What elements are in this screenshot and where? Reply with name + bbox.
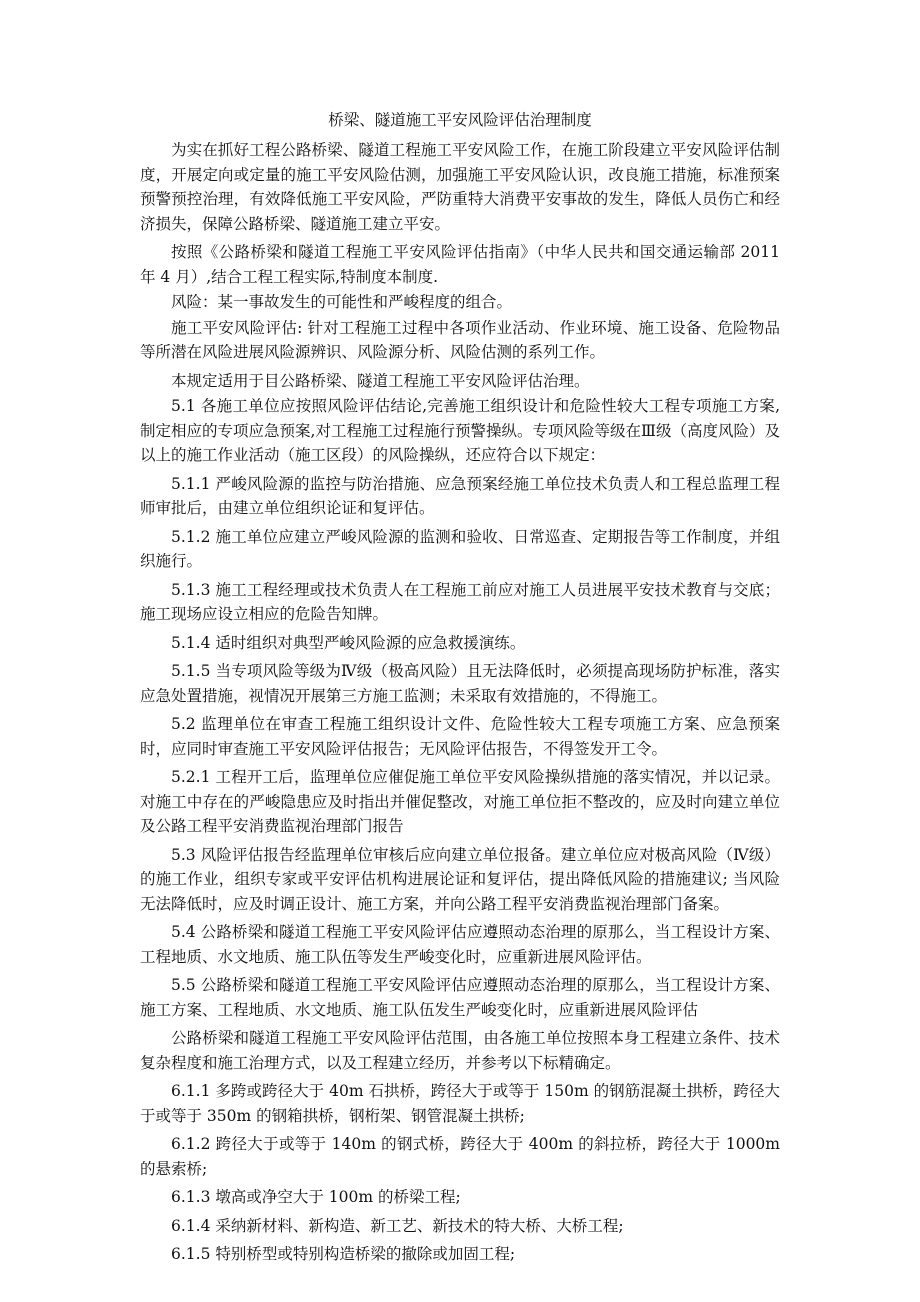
paragraph-5-3: 5.3 风险评估报告经监理单位审核后应向建立单位报备。建立单位应对极高风险（Ⅳ级）的施工作业，组织专家或平安评估机构进展论证和复评估，提出降低风险的措施建议; 当风险无法降低时，应及时调正设计、施工方案，并向公路工程平安消费监视治理部门备案。: [140, 845, 780, 913]
paragraph-6-1-1: 6.1.1 多跨或跨径大于 40m 石拱桥，跨径大于或等于 150m 的钢筋混凝土拱桥，跨径大于或等于 350m 的钢箱拱桥，钢桁架、钢管混凝土拱桥;: [140, 1082, 780, 1125]
paragraph-scope: 本规定适用于目公路桥梁、隧道工程施工平安风险评估治理。: [171, 371, 590, 390]
paragraph-5-2-1: 5.2.1 工程开工后，监理单位应催促施工单位平安风险操纵措施的落实情况，并以记录。对施工中存在的严峻隐患应及时指出并催促整改，对施工单位拒不整改的，应及时向建立单位及公路工程平安消费监视治理部门报告: [140, 768, 780, 835]
paragraph-intro: 为实在抓好工程公路桥梁、隧道工程施工平安风险工作，在施工阶段建立平安风险评估制度，开展定向或定量的施工平安风险估测，加强施工平安风险认识，改良施工措施，标准预案预警预控治理，有效降低施工平安风险，严防重特大消费平安事故的发生，降低人员伤亡和经济损失，保障公路桥梁、隧道施工建立平安。: [140, 141, 780, 233]
paragraph-5-1-5: 5.1.5 当专项风险等级为Ⅳ级（极高风险）且无法降低时，必须提高现场防护标准，落实应急处置措施，视情况开展第三方施工监测；未采取有效措施的，不得施工。: [140, 662, 780, 705]
paragraph-6-1-5: 6.1.5 特别桥型或特别构造桥梁的撤除或加固工程;: [171, 1245, 516, 1263]
paragraph-risk-definition: 风险：某一事故发生的可能性和严峻程度的组合。: [171, 293, 513, 311]
document-title: 桥梁、隧道施工平安风险评估治理制度: [328, 111, 592, 129]
paragraph-6-1-4: 6.1.4 采纳新材料、新构造、新工艺、新技术的特大桥、大桥工程;: [171, 1216, 624, 1235]
paragraph-6-1-3: 6.1.3 墩高或净空大于 100m 的桥梁工程;: [171, 1188, 461, 1206]
paragraph-6-1-2: 6.1.2 跨径大于或等于 140m 的钢式桥，跨径大于 400m 的斜拉桥，跨径大于 1000m 的悬索桥;: [140, 1135, 780, 1178]
paragraph-5-1-2: 5.1.2 施工单位应建立严峻风险源的监测和验收、日常巡查、定期报告等工作制度，并组织施行。: [140, 527, 780, 570]
paragraph-5-4: 5.4 公路桥梁和隧道工程施工平安风险评估应遵照动态治理的原那么，当工程设计方案、工程地质、水文地质、施工队伍等发生严峻变化时，应重新进展风险评估。: [140, 923, 780, 966]
paragraph-5-1-1: 5.1.1 严峻风险源的监控与防治措施、应急预案经施工单位技术负责人和工程总监理工程师审批后，由建立单位组织论证和复评估。: [140, 474, 780, 517]
paragraph-5-1-3: 5.1.3 施工工程经理或技术负责人在工程施工前应对施工人员进展平安技术教育与交底；施工现场应设立相应的危险告知牌。: [140, 580, 780, 623]
paragraph-basis: 按照《公路桥梁和隧道工程施工平安风险评估指南》（中华人民共和国交通运输部 2011年 4 月）,结合工程工程实际,特制度本制度.: [140, 243, 780, 286]
paragraph-5-5: 5.5 公路桥梁和隧道工程施工平安风险评估应遵照动态治理的原那么，当工程设计方案、施工方案、工程地质、水文地质、施工队伍发生严峻变化时，应重新进展风险评估: [140, 976, 780, 1019]
document-page: [140, 108, 780, 1271]
paragraph-5-1-4: 5.1.4 适时组织对典型严峻风险源的应急救援演练。: [171, 633, 526, 652]
paragraph-scope-range: 公路桥梁和隧道工程施工平安风险评估范围，由各施工单位按照本身工程建立条件、技术复杂程度和施工治理方式，以及工程建立经历，并参考以下标精确定。: [140, 1029, 780, 1072]
paragraph-5-1: 5.1 各施工单位应按照风险评估结论,完善施工组织设计和危险性较大工程专项施工方案,制定相应的专项应急预案,对工程施工过程施行预警操纵。专项风险等级在Ⅲ级（高度风险）及以上的施工作业活动（施工区段）的风险操纵，还应符合以下规定：: [140, 397, 780, 464]
paragraph-assessment-definition: 施工平安风险评估: 针对工程施工过程中各项作业活动、作业环境、施工设备、危险物品等所潜在风险进展风险源辨识、风险源分析、风险估测的系列工作。: [140, 318, 780, 361]
paragraph-5-2: 5.2 监理单位在审查工程施工组织设计文件、危险性较大工程专项施工方案、应急预案时，应同时审查施工平安风险评估报告；无风险评估报告，不得签发开工令。: [140, 715, 780, 758]
